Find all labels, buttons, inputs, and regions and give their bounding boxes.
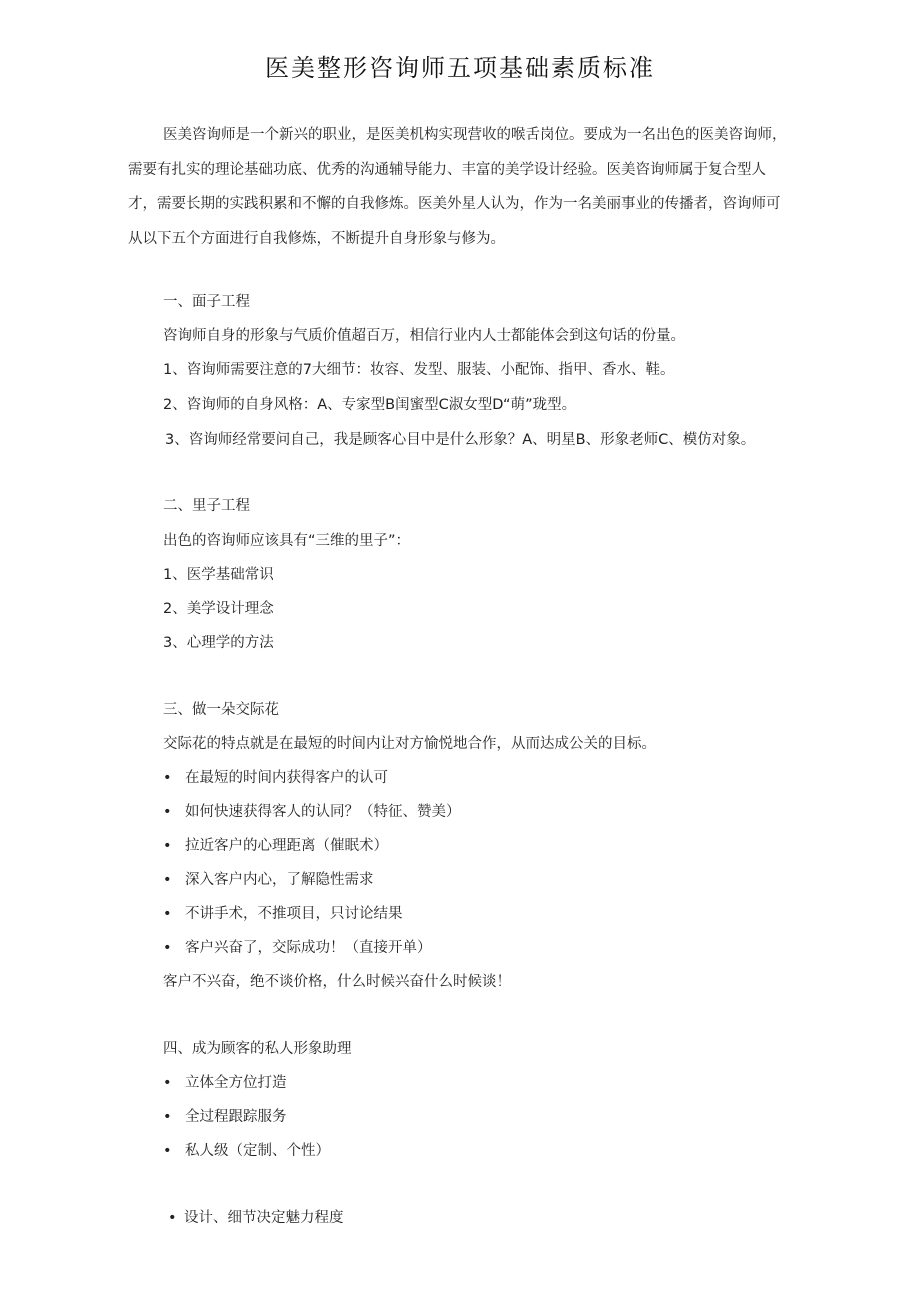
bullet-text: 拉近客户的心理距离（催眠术） xyxy=(185,838,388,854)
bullet-glyph: • xyxy=(163,1075,172,1091)
bullet-glyph: • xyxy=(163,940,172,956)
bullet-text: 立体全方位打造 xyxy=(185,1075,287,1091)
bullet-glyph: • xyxy=(163,872,172,888)
bullet-glyph: • xyxy=(163,906,172,922)
bullet-text: 客户兴奋了，交际成功！（直接开单） xyxy=(185,940,432,956)
intro-paragraph: 医美咨询师是一个新兴的职业，是医美机构实现营收的喉舌岗位。要成为一名出色的医美咨询师，需要有扎实的理论基础功底、优秀的沟通辅导能力、丰富的美学设计经验。医美咨询师属于复合型人才，需要长期的实践积累和不懈的自我修炼。医美外星人认为，作为一名美丽事业的传播者，咨询师可从以下五个方面进行自我修炼，不断提升自身形象与修为。 xyxy=(128,127,787,247)
section-4-bullet-2 xyxy=(163,1105,287,1126)
section-3-bullet-6 xyxy=(163,936,432,957)
section-3-bullet-2 xyxy=(163,800,461,821)
bullet-glyph: • xyxy=(163,838,172,854)
section-3-bullet-5 xyxy=(163,902,403,923)
bullet-glyph: • xyxy=(163,1109,172,1125)
bullet-text: 不讲手术，不推项目，只讨论结果 xyxy=(185,906,403,922)
bullet-glyph: • xyxy=(168,1210,177,1226)
bullet-text: 在最短的时间内获得客户的认可 xyxy=(185,770,388,786)
section-1-lead: 咨询师自身的形象与气质价值超百万，相信行业内人士都能体会到这句话的份量。 xyxy=(163,328,685,344)
section-4-heading: 四、成为顾客的私人形象助理 xyxy=(163,1041,352,1057)
section-4-bullet-4 xyxy=(168,1206,344,1227)
section-1-item-3: 3、咨询师经常要问自己，我是顾客心目中是什么形象？A、明星B、形象老师C、模仿对象。 xyxy=(165,432,756,448)
bullet-text: 设计、细节决定魅力程度 xyxy=(184,1210,344,1226)
document-title: 医美整形咨询师五项基础素质标准 xyxy=(265,54,655,82)
section-1-item-1: 1、咨询师需要注意的7大细节：妆容、发型、服装、小配饰、指甲、香水、鞋。 xyxy=(163,362,675,378)
section-2-item-1: 1、医学基础常识 xyxy=(163,567,274,583)
bullet-glyph: • xyxy=(163,804,172,820)
bullet-text: 全过程跟踪服务 xyxy=(185,1109,287,1125)
section-2-lead: 出色的咨询师应该具有“三维的里子”： xyxy=(163,533,411,549)
section-1-item-2: 2、咨询师的自身风格：A、专家型B闺蜜型C淑女型D“萌”珑型。 xyxy=(163,397,577,413)
section-2-item-3: 3、心理学的方法 xyxy=(163,635,274,651)
bullet-text: 深入客户内心，了解隐性需求 xyxy=(185,872,374,888)
bullet-text: 如何快速获得客人的认同？（特征、赞美） xyxy=(185,804,461,820)
section-3-lead: 交际花的特点就是在最短的时间内让对方愉悦地合作，从而达成公关的目标。 xyxy=(163,736,656,752)
section-2-item-2: 2、美学设计理念 xyxy=(163,601,274,617)
section-3-bullet-1 xyxy=(163,766,388,787)
section-3-heading: 三、做一朵交际花 xyxy=(163,702,279,718)
section-4-bullet-3 xyxy=(163,1139,330,1160)
bullet-text: 私人级（定制、个性） xyxy=(185,1143,330,1159)
bullet-glyph: • xyxy=(163,770,172,786)
bullet-glyph: • xyxy=(163,1143,172,1159)
section-3-bullet-3 xyxy=(163,834,388,855)
section-3-tail: 客户不兴奋，绝不谈价格，什么时候兴奋什么时候谈！ xyxy=(163,974,511,990)
section-3-bullet-4 xyxy=(163,868,374,889)
section-1-heading: 一、面子工程 xyxy=(163,294,250,310)
section-4-bullet-1 xyxy=(163,1071,287,1092)
section-2-heading: 二、里子工程 xyxy=(163,498,250,514)
